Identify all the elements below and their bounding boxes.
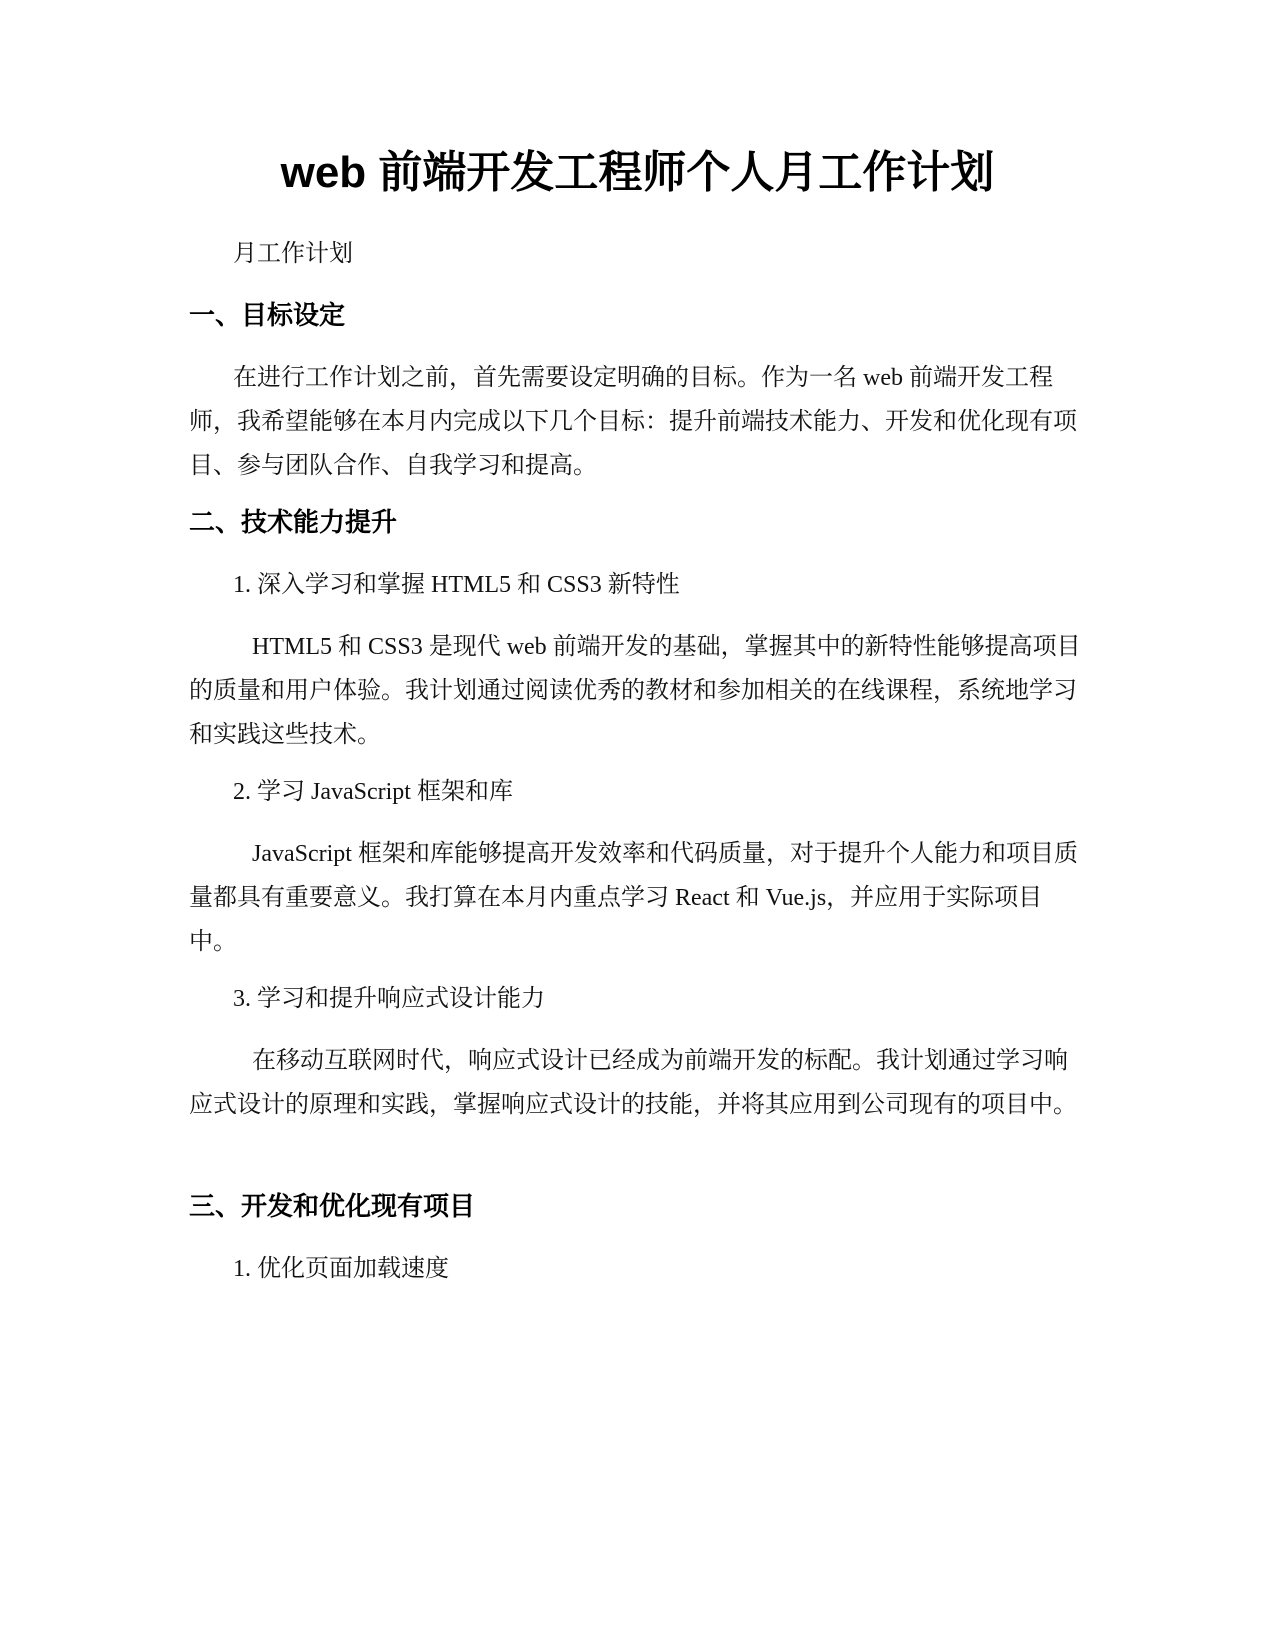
document-title: web 前端开发工程师个人月工作计划 <box>280 148 995 197</box>
paragraph-html5-css3: HTML5 和 CSS3 是现代 web 前端开发的基础，掌握其中的新特性能够提高项目的质量和用户体验。我计划通过阅读优秀的教材和参加相关的在线课程，系统地学习和实践这些技术。 <box>189 634 1081 748</box>
list-item-html5-css3: 1. 深入学习和掌握 HTML5 和 CSS3 新特性 <box>233 572 680 598</box>
section-heading-skills: 二、技术能力提升 <box>189 507 398 537</box>
section-heading-projects: 三、开发和优化现有项目 <box>189 1191 476 1221</box>
section-heading-goals: 一、目标设定 <box>189 300 346 330</box>
paragraph-responsive: 在移动互联网时代，响应式设计已经成为前端开发的标配。我计划通过学习响应式设计的原理和实践，掌握响应式设计的技能，并将其应用到公司现有的项目中。 <box>189 1048 1077 1118</box>
paragraph-javascript: JavaScript 框架和库能够提高开发效率和代码质量，对于提升个人能力和项目质量都具有重要意义。我打算在本月内重点学习 React 和 Vue.js，并应用于实际项目中。 <box>189 841 1078 955</box>
list-item-responsive: 3. 学习和提升响应式设计能力 <box>233 986 545 1012</box>
document-subtitle: 月工作计划 <box>233 241 353 267</box>
list-item-page-speed: 1. 优化页面加载速度 <box>233 1256 449 1282</box>
paragraph-goals: 在进行工作计划之前，首先需要设定明确的目标。作为一名 web 前端开发工程师，我希望能够在本月内完成以下几个目标：提升前端技术能力、开发和优化现有项目、参与团队合作、自我学习和提高。 <box>189 365 1077 479</box>
list-item-javascript: 2. 学习 JavaScript 框架和库 <box>233 779 513 805</box>
